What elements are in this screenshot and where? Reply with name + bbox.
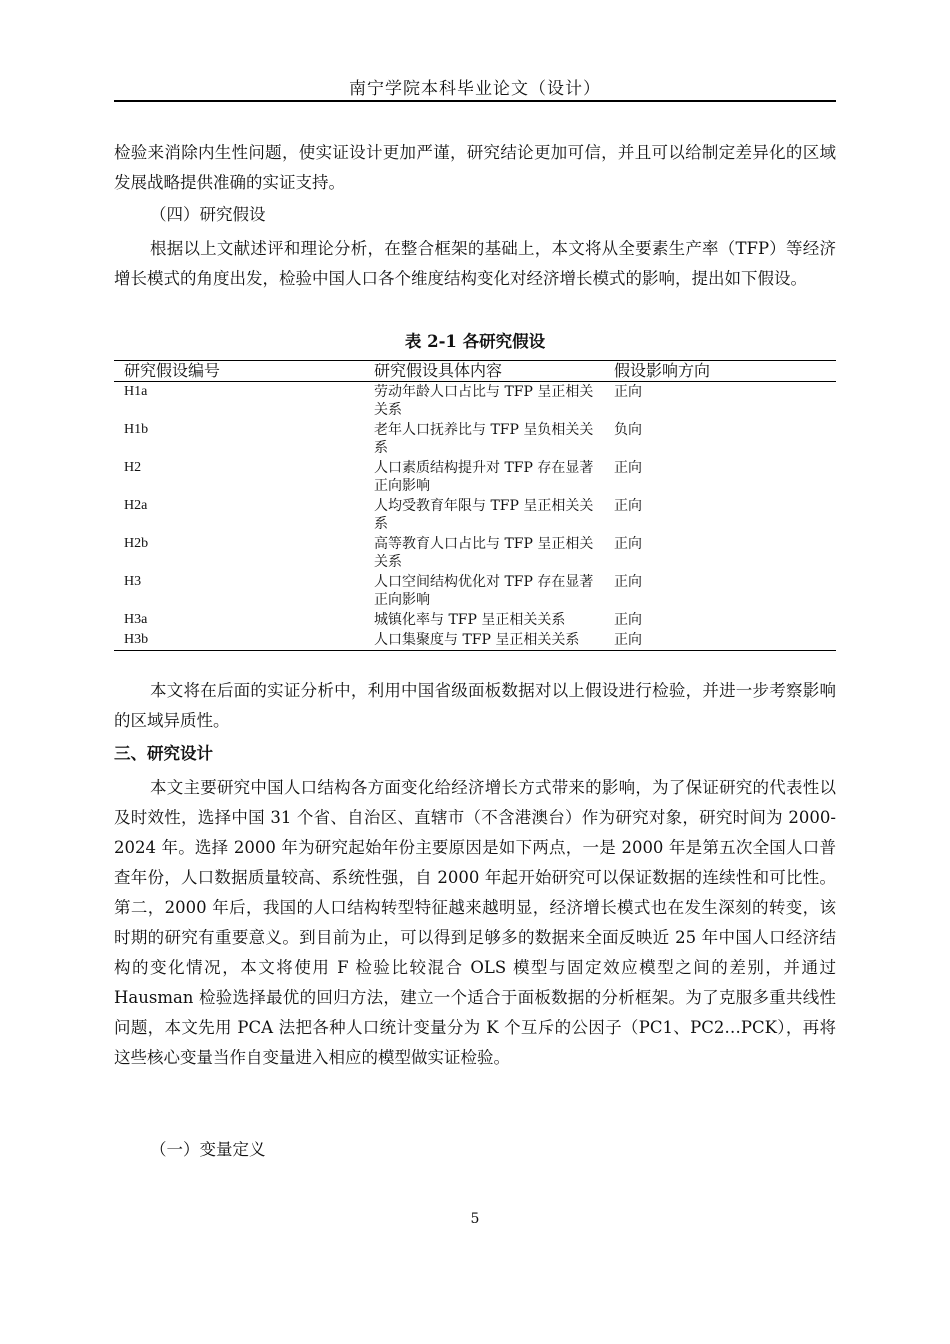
paragraph-research-design: 本文主要研究中国人口结构各方面变化给经济增长方式带来的影响，为了保证研究的代表性以及时效性，选择中国 31 个省、自治区、直辖市（不含港澳台）作为研究对象，研究时间为 2000-2024 年。选择 2000 年为研究起始年份主要原因是如下两点，一是 2000 年是第五次全国人口普查年份，人口数据质量较高、系统性强，自 2000 年起开始研究可以保证数据的连续性和可比性。第二，2000 年后，我国的人口结构转型特征越来越明显，经济增长模式也在发生深刻的转变，该时期的研究有重要意义。到目前为止，可以得到足够多的数据来全面反映近 25 年中国人口经济结构的变化情况，本文将使用 F 检验比较混合 OLS 模型与固定效应模型之间的差别，并通过 Hausman 检验选择最优的回归方法，建立一个适合于面板数据的分析框架。为了克服多重共线性问题，本文先用 PCA 法把各种人口统计变量分为 K 个互斥的公因子（PC1、PC2…PCK），再将这些核心变量当作自变量进入相应的模型做实证检验。: [114, 778, 836, 1067]
table-row: [114, 572, 836, 610]
section-heading-research-design: 三、研究设计: [114, 744, 213, 763]
hypothesis-id: H1a: [124, 384, 148, 399]
hypothesis-direction: 正向: [614, 498, 642, 514]
header-divider: [114, 100, 836, 102]
page-header-title: 南宁学院本科毕业论文（设计）: [349, 79, 601, 99]
hypothesis-id: H2a: [124, 498, 148, 513]
column-header-direction: 假设影响方向: [604, 361, 836, 382]
table-row: [114, 610, 836, 630]
hypothesis-id: H1b: [124, 422, 149, 437]
table-row: [114, 382, 836, 421]
hypothesis-direction: 正向: [614, 612, 642, 628]
hypothesis-direction: 正向: [604, 630, 836, 651]
hypothesis-id: H2b: [124, 536, 149, 551]
table-row: [114, 534, 836, 572]
hypothesis-content: 人口素质结构提升对 TFP 存在显著正向影响: [374, 460, 594, 494]
subsection-heading-hypotheses: （四）研究假设: [150, 205, 266, 224]
hypothesis-content: 高等教育人口占比与 TFP 呈正相关关系: [374, 536, 594, 570]
page-number: 5: [470, 1211, 480, 1227]
hypothesis-id: H2: [124, 460, 142, 475]
paragraph-continuation: 检验来消除内生性问题，使实证设计更加严谨，研究结论更加可信，并且可以给制定差异化的区域发展战略提供准确的实证支持。: [114, 143, 836, 192]
hypothesis-id: H3a: [124, 612, 148, 627]
column-header-content: 研究假设具体内容: [364, 361, 604, 382]
table-row: [114, 420, 836, 458]
table-caption: 表 2-1 各研究假设: [404, 332, 546, 351]
hypothesis-content: 人口空间结构优化对 TFP 存在显著正向影响: [374, 574, 594, 608]
subsection-heading-variables: （一）变量定义: [150, 1140, 266, 1159]
hypothesis-content: 人均受教育年限与 TFP 呈正相关关系: [374, 498, 594, 532]
column-header-id: 研究假设编号: [114, 361, 364, 382]
hypothesis-direction: 负向: [614, 422, 642, 438]
hypothesis-direction: 正向: [614, 536, 642, 552]
table-row: [114, 630, 836, 651]
table-row: [114, 496, 836, 534]
hypothesis-content: 老年人口抚养比与 TFP 呈负相关关系: [374, 422, 594, 456]
hypotheses-table: [114, 360, 836, 651]
hypothesis-id: H3: [124, 574, 142, 589]
hypothesis-content: 劳动年龄人口占比与 TFP 呈正相关关系: [374, 384, 594, 418]
hypothesis-direction: 正向: [614, 574, 642, 590]
hypothesis-direction: 正向: [614, 460, 642, 476]
hypothesis-direction: 正向: [614, 384, 642, 400]
hypothesis-content: 城镇化率与 TFP 呈正相关关系: [374, 612, 566, 628]
paragraph-after-table: 本文将在后面的实证分析中，利用中国省级面板数据对以上假设进行检验，并进一步考察影响的区域异质性。: [114, 681, 836, 730]
hypothesis-id: H3b: [114, 630, 364, 651]
paragraph-hypotheses-intro: 根据以上文献述评和理论分析，在整合框架的基础上，本文将从全要素生产率（TFP）等经济增长模式的角度出发，检验中国人口各个维度结构变化对经济增长模式的影响，提出如下假设。: [114, 239, 836, 288]
hypothesis-content: 人口集聚度与 TFP 呈正相关关系: [364, 630, 604, 651]
table-header-row: [114, 361, 836, 382]
table-row: [114, 458, 836, 496]
